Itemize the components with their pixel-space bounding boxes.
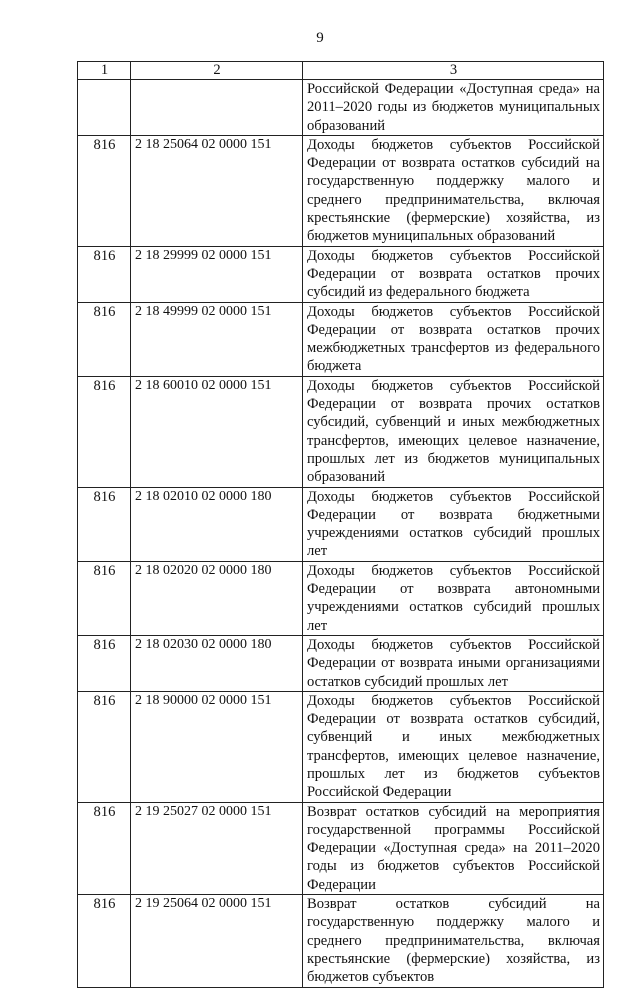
admin-code-cell: 816 <box>78 487 131 561</box>
budget-codes-table <box>77 61 604 988</box>
budget-classification-code-cell: 2 18 02010 02 0000 180 <box>131 487 303 561</box>
admin-code-cell: 816 <box>78 561 131 635</box>
header-col-3: 3 <box>303 62 604 80</box>
description-cell: Доходы бюджетов субъектов Российской Федерации от возврата автономными учреждениями остатков субсидий прошлых лет <box>303 561 604 635</box>
table-row <box>78 691 604 802</box>
description-cell: Возврат остатков субсидий на государственную поддержку малого и среднего предпринимательства, включая крестьянские (фермерские) хозяйства, из бюджетов субъектов <box>303 895 604 987</box>
admin-code-cell: 816 <box>78 376 131 487</box>
budget-classification-code-cell <box>131 80 303 136</box>
table-header-row <box>78 62 604 80</box>
table-row <box>78 376 604 487</box>
budget-classification-code-cell: 2 18 02030 02 0000 180 <box>131 635 303 691</box>
description-cell: Доходы бюджетов субъектов Российской Федерации от возврата иными организациями остатков субсидий прошлых лет <box>303 635 604 691</box>
description-cell: Доходы бюджетов субъектов Российской Федерации от возврата остатков субсидий на государственную поддержку малого и среднего предпринимательства, включая крестьянские (фермерские) хозяйства, из бюджетов муниципальных образований <box>303 135 604 246</box>
description-cell: Доходы бюджетов субъектов Российской Федерации от возврата остатков прочих межбюджетных трансфертов из федерального бюджета <box>303 302 604 376</box>
description-cell: Доходы бюджетов субъектов Российской Федерации от возврата остатков субсидий, субвенций и иных межбюджетных трансфертов, имеющих целевое назначение, прошлых лет из бюджетов субъектов Российской Федерации <box>303 691 604 802</box>
header-col-1: 1 <box>78 62 131 80</box>
table-row <box>78 635 604 691</box>
budget-classification-code-cell: 2 18 60010 02 0000 151 <box>131 376 303 487</box>
header-col-2: 2 <box>131 62 303 80</box>
table-row <box>78 895 604 987</box>
budget-classification-code-cell: 2 18 02020 02 0000 180 <box>131 561 303 635</box>
admin-code-cell: 816 <box>78 895 131 987</box>
budget-classification-code-cell: 2 18 49999 02 0000 151 <box>131 302 303 376</box>
table-row <box>78 135 604 246</box>
budget-classification-code-cell: 2 19 25064 02 0000 151 <box>131 895 303 987</box>
admin-code-cell <box>78 80 131 136</box>
page-number: 9 <box>316 30 324 46</box>
table-row <box>78 246 604 302</box>
budget-classification-code-cell: 2 18 25064 02 0000 151 <box>131 135 303 246</box>
table-row <box>78 80 604 136</box>
table-row <box>78 302 604 376</box>
table-row <box>78 487 604 561</box>
admin-code-cell: 816 <box>78 246 131 302</box>
table-row <box>78 802 604 894</box>
description-cell: Доходы бюджетов субъектов Российской Федерации от возврата бюджетными учреждениями остатков субсидий прошлых лет <box>303 487 604 561</box>
admin-code-cell: 816 <box>78 135 131 246</box>
description-cell: Доходы бюджетов субъектов Российской Федерации от возврата остатков прочих субсидий из федерального бюджета <box>303 246 604 302</box>
description-cell: Российской Федерации «Доступная среда» на 2011–2020 годы из бюджетов муниципальных образований <box>303 80 604 136</box>
admin-code-cell: 816 <box>78 802 131 894</box>
table-row <box>78 561 604 635</box>
budget-classification-code-cell: 2 18 29999 02 0000 151 <box>131 246 303 302</box>
admin-code-cell: 816 <box>78 691 131 802</box>
description-cell: Доходы бюджетов субъектов Российской Федерации от возврата прочих остатков субсидий, субвенций и иных межбюджетных трансфертов, имеющих целевое назначение, прошлых лет из бюджетов муниципальных образований <box>303 376 604 487</box>
budget-classification-code-cell: 2 18 90000 02 0000 151 <box>131 691 303 802</box>
budget-classification-code-cell: 2 19 25027 02 0000 151 <box>131 802 303 894</box>
description-cell: Возврат остатков субсидий на мероприятия государственной программы Российской Федерации «Доступная среда» на 2011–2020 годы из бюджетов субъектов Российской Федерации <box>303 802 604 894</box>
admin-code-cell: 816 <box>78 302 131 376</box>
admin-code-cell: 816 <box>78 635 131 691</box>
